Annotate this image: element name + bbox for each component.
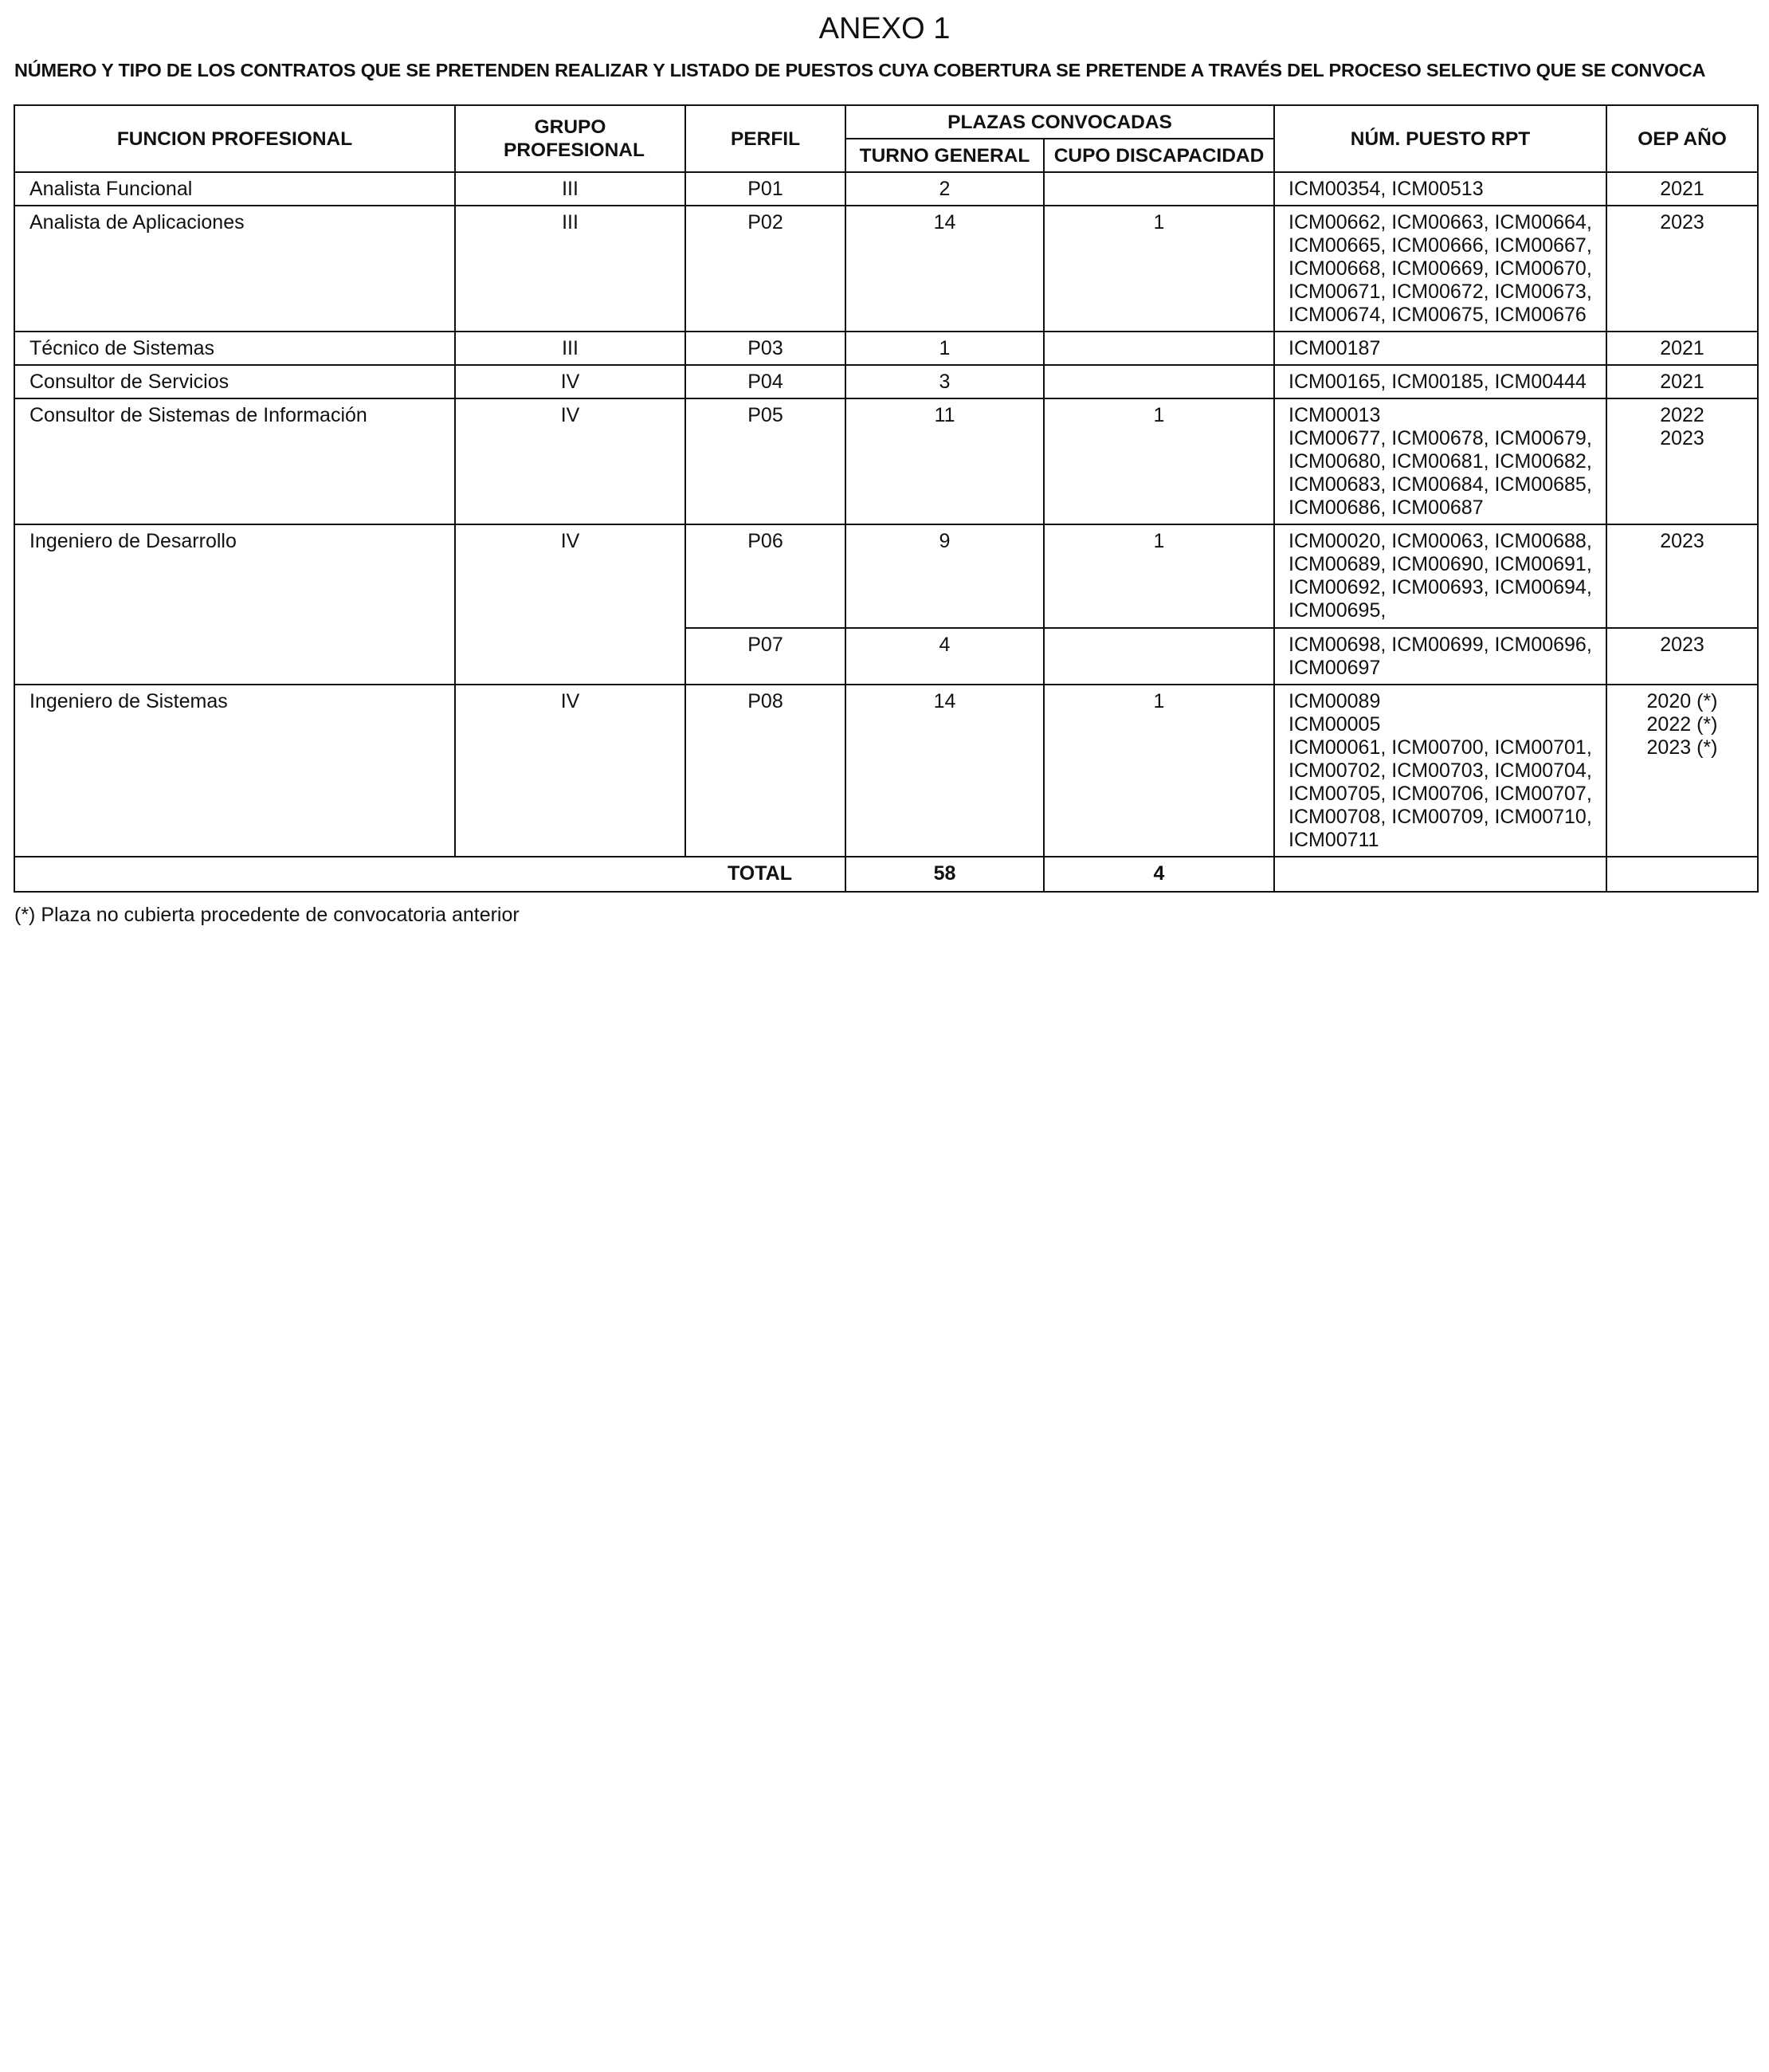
rpt-line: ICM00665, ICM00666, ICM00667,: [1289, 234, 1592, 257]
rpt-line: ICM00674, ICM00675, ICM00676: [1289, 304, 1587, 326]
rpt-line: ICM00705, ICM00706, ICM00707,: [1289, 783, 1592, 805]
rpt-line: ICM00020, ICM00063, ICM00688,: [1289, 530, 1592, 552]
cell-turno: 4: [845, 628, 1044, 685]
rpt-line: ICM00711: [1289, 829, 1379, 851]
cell-rpt: [1274, 365, 1606, 398]
cell-grupo: IV: [455, 398, 685, 524]
rpt-line: ICM00680, ICM00681, ICM00682,: [1289, 450, 1592, 473]
rpt-line: ICM00686, ICM00687: [1289, 496, 1484, 519]
total-rpt-empty: [1274, 857, 1606, 892]
oep-line: 2023: [1660, 427, 1704, 449]
cell-oep: [1606, 524, 1758, 628]
cell-grupo: III: [455, 332, 685, 365]
oep-line: 2023: [1660, 211, 1704, 233]
cell-oep: [1606, 685, 1758, 857]
cell-funcion: Analista de Aplicaciones: [14, 206, 455, 332]
cell-funcion: Ingeniero de Desarrollo: [14, 524, 455, 685]
rpt-line: ICM00354, ICM00513: [1289, 178, 1484, 200]
total-oep-empty: [1606, 857, 1758, 892]
table-row: [14, 365, 1758, 398]
rpt-line: ICM00013: [1289, 404, 1381, 426]
document-subtitle: NÚMERO Y TIPO DE LOS CONTRATOS QUE SE PRETENDEN REALIZAR Y LISTADO DE PUESTOS CUYA COBERTURA SE PRETENDE A TRAVÉS DEL PROCESO SELECTIVO QUE SE CONVOCA: [14, 60, 1706, 80]
cell-funcion: Técnico de Sistemas: [14, 332, 455, 365]
cell-cupo: [1044, 628, 1274, 685]
cell-grupo: IV: [455, 365, 685, 398]
cell-cupo: [1044, 365, 1274, 398]
cell-perfil: P03: [685, 332, 845, 365]
cell-perfil: P08: [685, 685, 845, 857]
table-row: [14, 172, 1758, 206]
cell-oep: [1606, 628, 1758, 685]
rpt-line: ICM00187: [1289, 337, 1381, 359]
cell-oep: [1606, 206, 1758, 332]
cell-cupo: 1: [1044, 524, 1274, 628]
annex-table: [14, 104, 1759, 893]
total-label: TOTAL: [14, 857, 845, 892]
cell-turno: 1: [845, 332, 1044, 365]
header-plazas-convocadas: PLAZAS CONVOCADAS: [845, 105, 1274, 139]
cell-cupo: [1044, 332, 1274, 365]
oep-line: 2022: [1660, 404, 1704, 426]
cell-funcion: Consultor de Sistemas de Información: [14, 398, 455, 524]
cell-perfil: P07: [685, 628, 845, 685]
table-row: [14, 206, 1758, 332]
footnote: (*) Plaza no cubierta procedente de convocatoria anterior: [14, 904, 520, 926]
header-grupo-profesional: GRUPO PROFESIONAL: [455, 105, 685, 172]
cell-funcion: Consultor de Servicios: [14, 365, 455, 398]
cell-rpt: [1274, 628, 1606, 685]
header-oep-ano: OEP AÑO: [1606, 105, 1758, 172]
cell-oep: [1606, 365, 1758, 398]
cell-rpt: [1274, 524, 1606, 628]
cell-oep: [1606, 332, 1758, 365]
rpt-line: ICM00061, ICM00700, ICM00701,: [1289, 736, 1592, 759]
total-turno: 58: [845, 857, 1044, 892]
cell-turno: 3: [845, 365, 1044, 398]
cell-perfil: P05: [685, 398, 845, 524]
header-funcion-profesional: FUNCION PROFESIONAL: [14, 105, 455, 172]
oep-line: 2021: [1660, 178, 1704, 200]
rpt-line: ICM00708, ICM00709, ICM00710,: [1289, 806, 1592, 828]
cell-rpt: [1274, 172, 1606, 206]
cell-grupo: III: [455, 206, 685, 332]
cell-grupo: IV: [455, 524, 685, 685]
cell-grupo: III: [455, 172, 685, 206]
rpt-line: ICM00165, ICM00185, ICM00444: [1289, 371, 1587, 393]
rpt-line: ICM00695,: [1289, 599, 1387, 622]
cell-oep: [1606, 172, 1758, 206]
cell-rpt: [1274, 398, 1606, 524]
cell-funcion: Ingeniero de Sistemas: [14, 685, 455, 857]
cell-grupo: IV: [455, 685, 685, 857]
oep-line: 2023 (*): [1646, 736, 1718, 759]
cell-cupo: 1: [1044, 398, 1274, 524]
cell-perfil: P06: [685, 524, 845, 628]
rpt-line: ICM00692, ICM00693, ICM00694,: [1289, 576, 1592, 598]
rpt-line: ICM00662, ICM00663, ICM00664,: [1289, 211, 1592, 233]
header-num-puesto-rpt: NÚM. PUESTO RPT: [1274, 105, 1606, 172]
cell-turno: 14: [845, 206, 1044, 332]
cell-turno: 2: [845, 172, 1044, 206]
rpt-line: ICM00005: [1289, 713, 1381, 736]
table-row: [14, 685, 1758, 857]
total-cupo: 4: [1044, 857, 1274, 892]
table-row: [14, 524, 1758, 628]
cell-rpt: [1274, 332, 1606, 365]
rpt-line: ICM00697: [1289, 657, 1381, 679]
cell-funcion: Analista Funcional: [14, 172, 455, 206]
cell-rpt: [1274, 685, 1606, 857]
oep-line: 2022 (*): [1646, 713, 1718, 736]
oep-line: 2023: [1660, 530, 1704, 552]
rpt-line: ICM00683, ICM00684, ICM00685,: [1289, 473, 1592, 496]
rpt-line: ICM00089: [1289, 690, 1381, 712]
rpt-line: ICM00671, ICM00672, ICM00673,: [1289, 281, 1592, 303]
cell-perfil: P01: [685, 172, 845, 206]
header-perfil: PERFIL: [685, 105, 845, 172]
cell-perfil: P02: [685, 206, 845, 332]
table-row: [14, 332, 1758, 365]
cell-cupo: [1044, 172, 1274, 206]
rpt-line: ICM00677, ICM00678, ICM00679,: [1289, 427, 1592, 449]
header-turno-general: TURNO GENERAL: [845, 139, 1044, 172]
table-row: [14, 398, 1758, 524]
rpt-line: ICM00702, ICM00703, ICM00704,: [1289, 759, 1592, 782]
cell-turno: 14: [845, 685, 1044, 857]
rpt-line: ICM00698, ICM00699, ICM00696,: [1289, 634, 1592, 656]
cell-turno: 9: [845, 524, 1044, 628]
cell-turno: 11: [845, 398, 1044, 524]
rpt-line: ICM00668, ICM00669, ICM00670,: [1289, 257, 1592, 280]
oep-line: 2021: [1660, 371, 1704, 393]
rpt-line: ICM00689, ICM00690, ICM00691,: [1289, 553, 1592, 575]
total-row: [14, 857, 1758, 892]
cell-oep: [1606, 398, 1758, 524]
cell-cupo: 1: [1044, 206, 1274, 332]
cell-perfil: P04: [685, 365, 845, 398]
oep-line: 2020 (*): [1646, 690, 1718, 712]
oep-line: 2021: [1660, 337, 1704, 359]
oep-line: 2023: [1660, 634, 1704, 656]
header-cupo-discapacidad: CUPO DISCAPACIDAD: [1044, 139, 1274, 172]
cell-rpt: [1274, 206, 1606, 332]
document-title: ANEXO 1: [818, 12, 951, 45]
cell-cupo: 1: [1044, 685, 1274, 857]
